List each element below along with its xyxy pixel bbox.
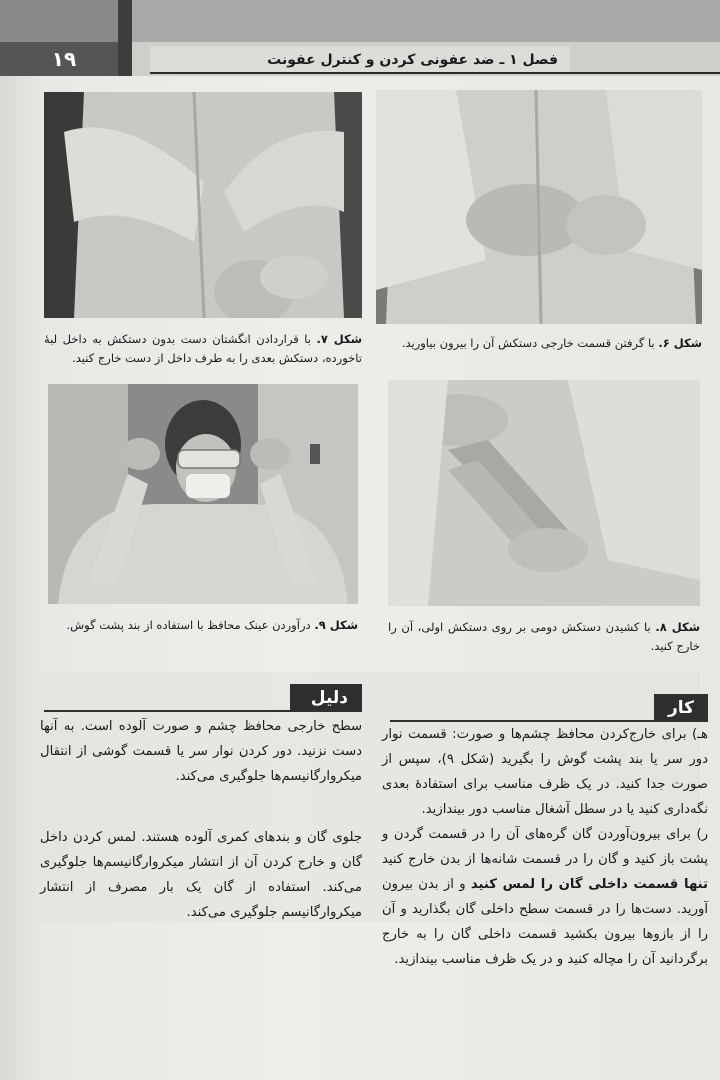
header-rule — [150, 72, 720, 74]
page-number: ۱۹ — [0, 42, 128, 76]
figure-8-label: شکل ۸. — [655, 620, 701, 634]
work-paragraph-2 — [382, 822, 708, 972]
figure-7-label: شکل ۷. — [316, 332, 363, 346]
reason-column — [40, 714, 362, 925]
header-tab-right — [130, 0, 720, 42]
figure-9-photo — [48, 384, 358, 604]
chapter-title: فصل ۱ ـ ضد عفونی کردن و کنترل عفونت — [150, 46, 570, 74]
work-paragraph-1: هـ) برای خارج‌کردن محافظ چشم‌ها و صورت: قسمت نوار دور سر یا بند پشت گوش را بگیرید (شکل ۹)، سپس از صورت جدا کنید. در یک ظرف مناسب برای استفادهٔ بعدی نگه‌داری کنید یا در سطل آشغال مناسب دور بیندازید. — [382, 727, 708, 817]
work-paragraph-2-emphasis: تنها قسمت داخلی گان را لمس کنید — [470, 877, 708, 892]
figure-6-photo — [376, 90, 702, 324]
work-column — [382, 722, 708, 972]
figure-8-photo — [388, 380, 700, 606]
figure-6-label: شکل ۶. — [658, 336, 702, 350]
reason-section-title: دلیل — [290, 684, 362, 712]
work-section-title: کار — [654, 694, 708, 722]
work-paragraph-2-start: ر) برای بیرون‌آوردن گان گره‌های آن را در قسمت گردن و پشت باز کنید و گان را در قسمت شانه‌ها از بدن خارج کنید — [382, 827, 708, 867]
reason-section-rule — [44, 710, 362, 712]
figure-9-caption — [48, 616, 358, 635]
figure-8-caption — [388, 618, 700, 656]
figure-6-text: با گرفتن قسمت خارجی دستکش آن را بیرون بیاورید. — [401, 336, 655, 350]
header-divider — [118, 0, 132, 76]
figure-9-text: درآوردن عینک محافظ با استفاده از بند پشت گوش. — [66, 618, 311, 632]
figure-8-text: با کشیدن دستکش دومی بر روی دستکش اولی، آن را خارج کنید. — [388, 620, 700, 653]
reason-paragraph-1: سطح خارجی محافظ چشم و صورت آلوده است. به آنها دست نزنید. دور کردن نوار سر یا قسمت گوشی از انتقال میکروارگانیسم‌ها جلوگیری می‌کند. — [40, 719, 362, 784]
reason-paragraph-2: جلوی گان و بندهای کمری آلوده هستند. لمس کردن داخل گان و خارج کردن آن از انتشار میکروارگانیسم‌ها جلوگیری می‌کند. استفاده از گان یک بار مصرف از انتشار میکروارگانیسم جلوگیری می‌کند. — [40, 830, 362, 920]
figure-7-caption — [44, 330, 362, 368]
figure-6-caption — [376, 334, 702, 353]
header-tab-left — [0, 0, 130, 42]
work-paragraph-2-end: و از بدن بیرون آورید. دست‌ها را در قسمت سطح داخلی گان بگذارید و آن را از بازوها بیرون بکشید قسمت داخلی گان را به خارج برگردانید آن را مچاله کنید و در یک ظرف مناسب بیندازید. — [382, 877, 708, 967]
figure-9-label: شکل ۹. — [314, 618, 358, 632]
figure-7-photo — [44, 92, 362, 318]
figure-7-text: با قراردادن انگشتان دست بدون دستکش به داخل لبهٔ تاخورده، دستکش بعدی را به طرف داخل از دست خارج کنید. — [44, 332, 362, 365]
